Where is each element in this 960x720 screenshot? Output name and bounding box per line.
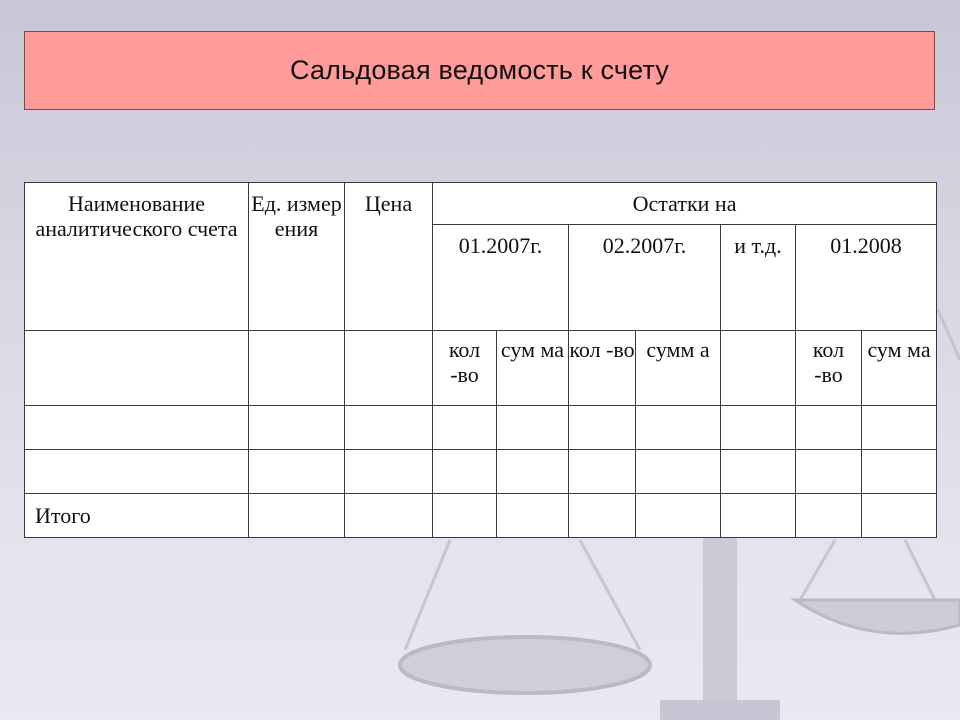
table-cell [345, 331, 433, 406]
table-row [25, 450, 937, 494]
header-unit: Ед. измер ения [249, 183, 345, 331]
table-cell [249, 331, 345, 406]
table-cell [862, 406, 937, 450]
table-cell [249, 450, 345, 494]
table-cell [497, 450, 569, 494]
header-date: 01.2007г. [433, 225, 569, 331]
header-date: 01.2008 [796, 225, 937, 331]
table-row [25, 331, 937, 406]
table-cell [796, 406, 862, 450]
header-balances: Остатки на [433, 183, 937, 225]
table-cell [862, 494, 937, 538]
table-cell [569, 450, 636, 494]
table-cell [25, 406, 249, 450]
table-cell [25, 331, 249, 406]
table-row [25, 406, 937, 450]
table-cell [721, 494, 796, 538]
subheader-qty: кол -во [433, 331, 497, 406]
table-cell [249, 406, 345, 450]
table-cell [25, 450, 249, 494]
table-row [25, 183, 937, 225]
header-date: и т.д. [721, 225, 796, 331]
subheader-sum: сумм а [636, 331, 721, 406]
subheader-sum: сум ма [497, 331, 569, 406]
header-account-name: Наименование аналитического счета [25, 183, 249, 331]
table-cell [345, 494, 433, 538]
table-cell [721, 450, 796, 494]
slide-title-box [24, 31, 935, 110]
table-cell [636, 494, 721, 538]
table-cell [721, 406, 796, 450]
subheader-qty: кол -во [796, 331, 862, 406]
table-cell [796, 494, 862, 538]
table-cell [569, 406, 636, 450]
table-cell [345, 450, 433, 494]
table-cell [569, 494, 636, 538]
header-date: 02.2007г. [569, 225, 721, 331]
subheader-qty: кол -во [569, 331, 636, 406]
balance-sheet-table [24, 182, 937, 538]
table-cell [636, 406, 721, 450]
slide-title: Сальдовая ведомость к счету [289, 55, 670, 85]
subheader-sum: сум ма [862, 331, 937, 406]
table-cell [433, 450, 497, 494]
table-cell [497, 494, 569, 538]
table-cell [433, 494, 497, 538]
table-cell [636, 450, 721, 494]
total-label: Итого [25, 494, 249, 538]
table-cell [796, 450, 862, 494]
table-cell [345, 406, 433, 450]
table-cell [249, 494, 345, 538]
table-cell [862, 450, 937, 494]
table-cell [433, 406, 497, 450]
header-price: Цена [345, 183, 433, 331]
table-row [25, 494, 937, 538]
table-cell [497, 406, 569, 450]
subheader-empty [721, 331, 796, 406]
